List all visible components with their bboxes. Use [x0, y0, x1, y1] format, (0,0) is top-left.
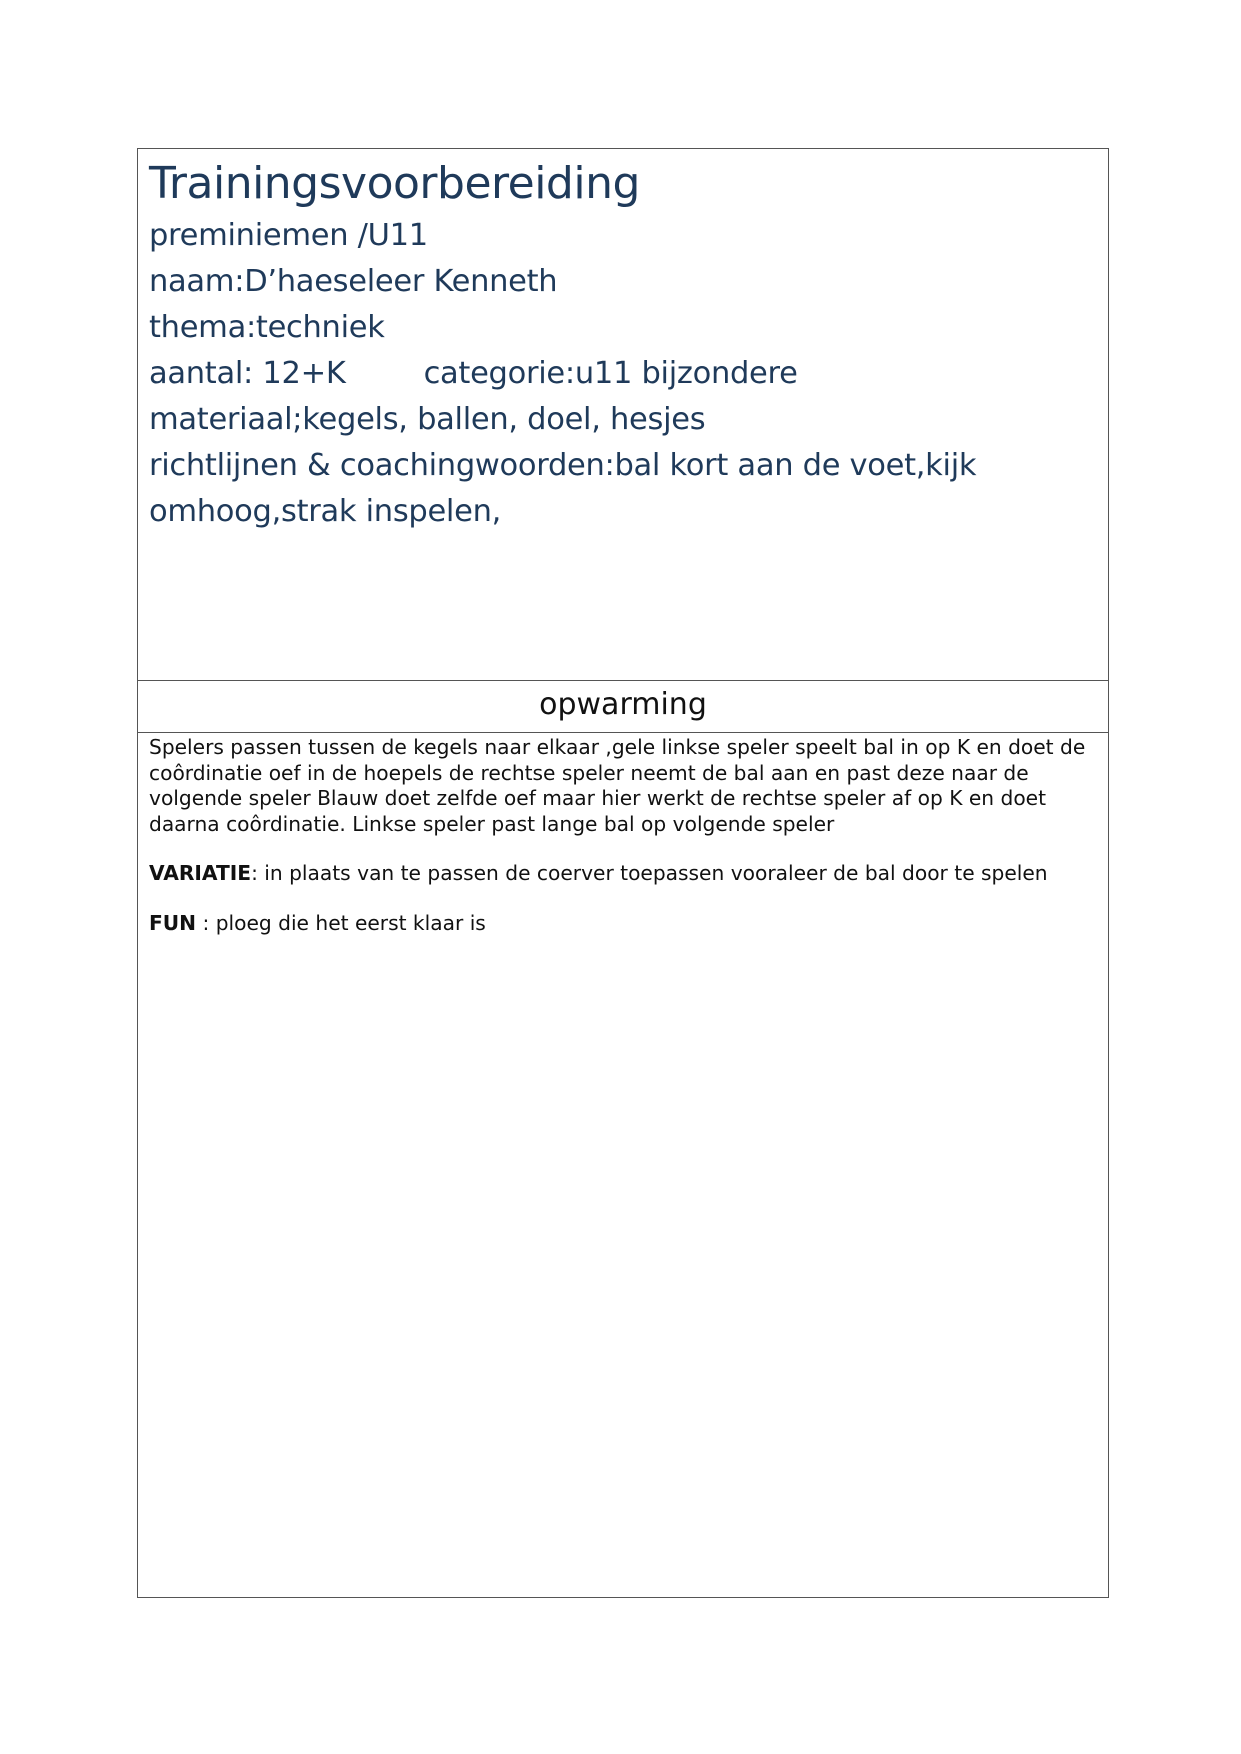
category-text: categorie:u11 bijzondere	[423, 356, 798, 391]
count-category-line	[149, 351, 1108, 397]
group-line: preminiemen /U11	[149, 218, 428, 253]
training-sheet	[137, 148, 1109, 1598]
section-title: opwarming	[138, 681, 1108, 733]
variation-text: : in plaats van te passen de coerver toepassen vooraleer de bal door te spelen	[251, 861, 1048, 885]
material-line: materiaal;kegels, ballen, doel, hesjes	[149, 402, 706, 437]
guidelines-line: richtlijnen & coachingwoorden:bal kort aan de voet,kijk omhoog,strak inspelen,	[149, 448, 977, 529]
fun-label: FUN	[149, 910, 197, 935]
exercise-description: Spelers passen tussen de kegels naar elkaar ,gele linkse speler speelt bal in op K en doet de coôrdinatie oef in de hoepels de rechtse speler neemt de bal aan en past deze naar de volgende speler Blauw doet zelfde oef maar hier werkt de rechtse speler af op K en doet daarna coôrdinatie. Linkse speler past lange bal op volgende speler	[149, 735, 1086, 836]
exercise-cell	[138, 733, 1108, 1597]
theme-line: thema:techniek	[149, 310, 385, 345]
count-text: aantal: 12+K	[149, 356, 346, 391]
name-line: naam:D’haeseleer Kenneth	[149, 264, 558, 299]
fun-text: : ploeg die het eerst klaar is	[196, 910, 486, 935]
variation-label: VARIATIE	[149, 861, 252, 885]
variation-paragraph	[149, 861, 1097, 887]
document-title: Trainingsvoorbereiding	[149, 158, 640, 209]
fun-paragraph	[149, 911, 1097, 937]
header-cell	[138, 149, 1108, 681]
